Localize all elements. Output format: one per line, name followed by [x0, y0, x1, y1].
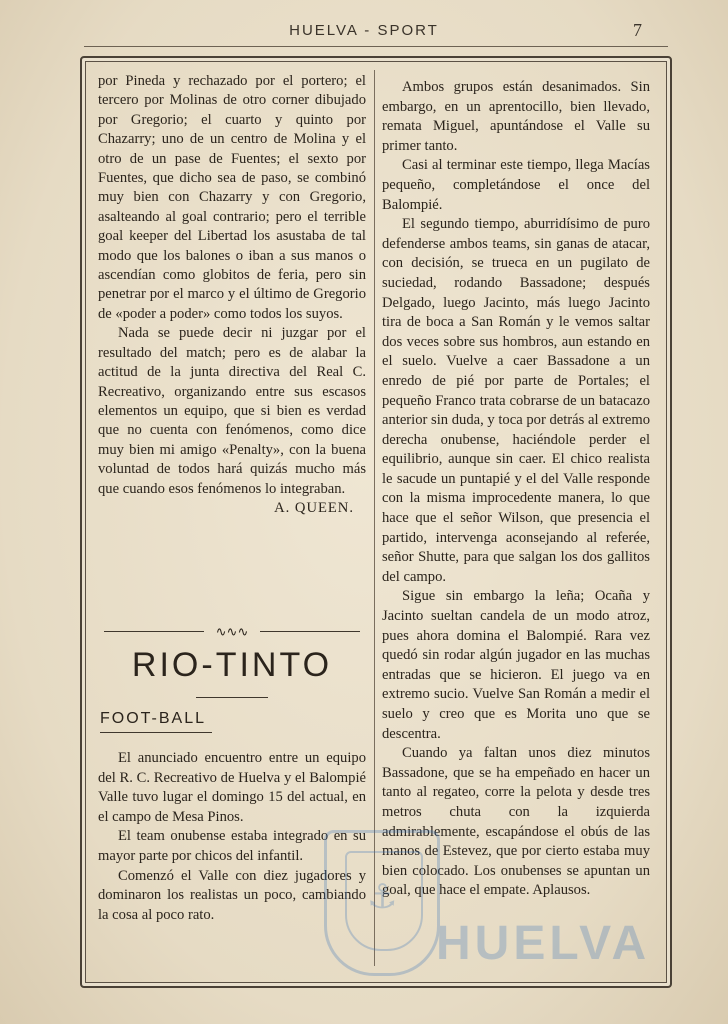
article-paragraph: El segundo tiempo, aburridísimo de puro defenderse ambos teams, sin ganas de atacar, con decisión, se trueca en un pugilato de suciedad, rodando Bassadone; después Delgado, luego Jacinto, más luego Jacinto tira de boca a San Román y le vemos saltar dos veces sobre sus hombros, aun estando en el suelo. Vuelve a caer Bassadone a un enredo de pié por parte de Portales; el pequeño Franco trata cobrarse de un batacazo anterior sin duda, y toca por detrás al extremo derecha onubense, haciéndole perder el equilibrio, aunque sin caer. El chico realista le sacude un puntapié y el del Valle responde con la misma improcedente manera, lo que hace que el señor Wilson, que presencia el partido, intervenga aconsejando al referée, señor Shutte, para que salgan los dos gallitos del campo.: [382, 216, 650, 585]
article-paragraph: Casi al terminar este tiempo, llega Macías pequeño, completándose el once del Balompié.: [382, 157, 650, 213]
article-paragraph: Ambos grupos están desanimados. Sin embargo, en un aprentocillo, bien llevado, remata Miguel, apuntándose el Valle su primer tanto.: [382, 79, 650, 154]
right-column-article: [382, 78, 650, 901]
watermark-text: HUELVA: [436, 917, 651, 970]
article-paragraph: Sigue sin embargo la leña; Ocaña y Jacinto sueltan candela de un modo atroz, pues ahora domina el Balompié. Rara vez quedó sin rodar algún jugador en las muchas entradas que se hicieron. El juego va en extremo sucio. Vuelve San Román a medir el suelo y creo que es Morita uno que se descentra.: [382, 588, 650, 742]
section-title: RIO-TINTO: [131, 646, 333, 684]
subtitle-rule: [100, 732, 212, 733]
frame-ornament-icon: ⁓: [374, 50, 386, 64]
running-head: [0, 20, 728, 44]
article-paragraph: Comenzó el Valle con diez jugadores y dominaron los realistas un poco, cambiando la cosa al poco rato.: [98, 867, 366, 923]
separator-ornament-icon: ∿∿∿: [215, 624, 249, 639]
library-watermark: [318, 830, 658, 980]
article-paragraph: por Pineda y rechazado por el portero; el tercero por Molinas de otro corner dibujado por Gregorio; el cuarto y quinto por Chazarry; uno de un centro de Molina y el otro de un pase de Fuentes; el sexto por Fuentes, que dicho sea de paso, se combinó muy bien con Chazarry y con Gregorio, asalteando al goal contrario; pero el terrible goal keeper del Libertad los asustaba de tal modo que los balones o iban a sus manos o ascendían como globitos de feria, pero sin penetrar por el marco y el último de Gregorio de «poder a poder» como todos los suyos.: [98, 73, 366, 322]
left-column-article: [98, 72, 366, 518]
section-rule: [196, 697, 268, 698]
article-paragraph: El anunciado encuentro entre un equipo del R. C. Recreativo de Huelva y el Balompié Valle tuvo lugar el domingo 15 del actual, en el campo de Mesa Pinos.: [98, 750, 366, 825]
section-subtitle: FOOT-BALL: [100, 710, 207, 727]
anchor-icon: ⚓: [367, 877, 398, 917]
article-paragraph: El team onubense estaba integrado en su mayor parte por chicos del infantil.: [98, 828, 366, 864]
section-separator: [104, 626, 360, 638]
anchor-shield-icon: [324, 830, 440, 976]
header-rule: [84, 46, 668, 47]
article-signature: A. QUEEN.: [274, 499, 354, 516]
article-paragraph: Nada se puede decir ni juzgar por el resultado del match; pero es de alabar la actitud de la junta directiva del Real C. Recreativo, organizando entre sus escasos elementos un equipo, que si bien es verdad que no cuenta con fenómenos, como dice muy bien mi amigo «Penalty», con la buena voluntad de todos hará quizás mucho más que cuando esos fenómenos lo integraban.: [98, 325, 366, 497]
page-number: 7: [633, 20, 642, 40]
page-title: HUELVA - SPORT: [289, 22, 439, 39]
article-paragraph: Cuando ya faltan unos diez minutos Bassadone, que se ha empeñado en hacer un tanto al regateo, corre la pelota y desde tres metros chuta con la izquierda admirablemente, escapándose el obús de las manos de Estevez, que por cierto estaba muy bien colocado. Los onubenses se apuntan un goal, que hace el empate. Aplausos.: [382, 745, 650, 899]
